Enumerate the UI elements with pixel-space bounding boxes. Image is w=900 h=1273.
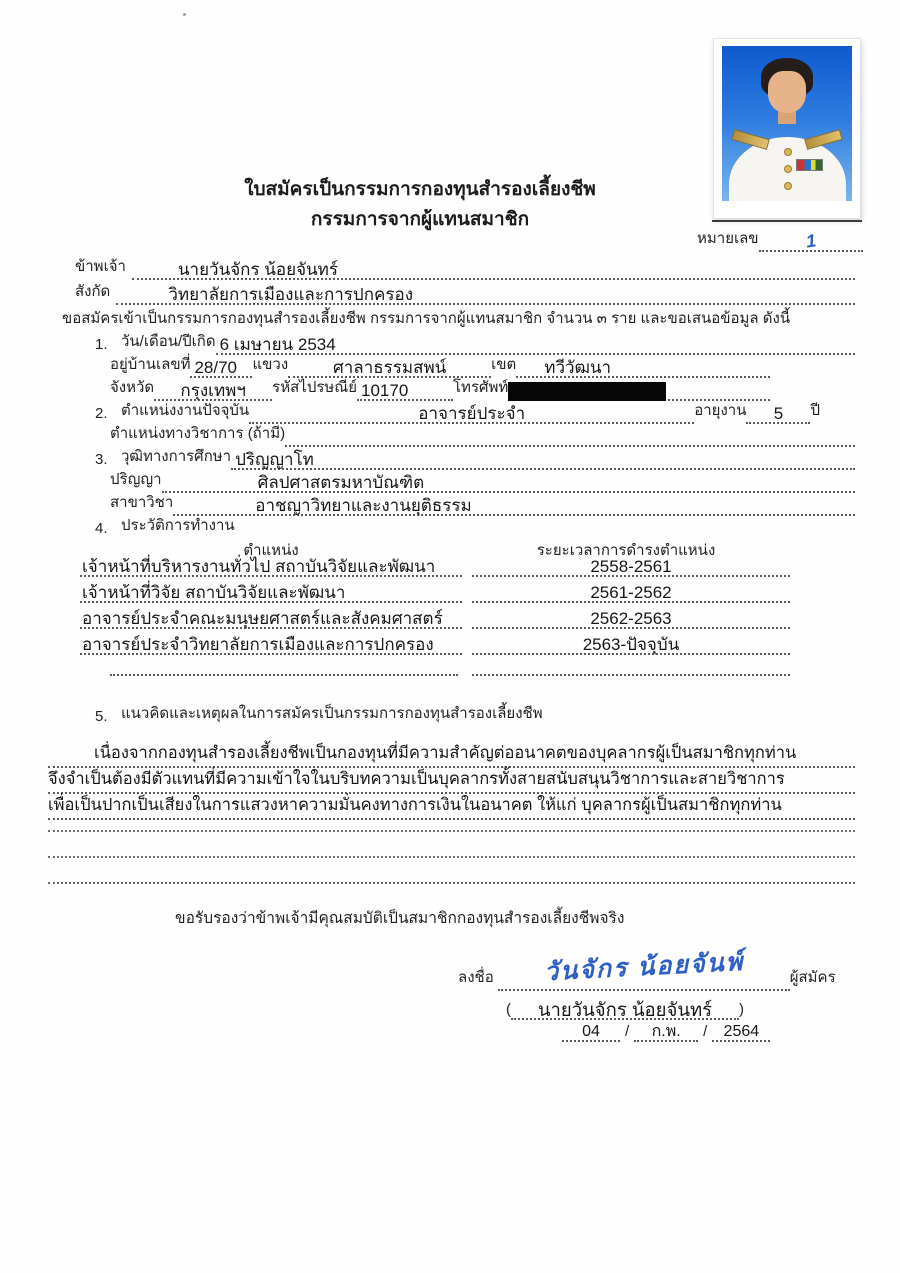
applicant-field	[132, 261, 855, 280]
item4-number: 4.	[95, 520, 108, 537]
date-separator: /	[625, 1023, 630, 1040]
education-label: วุฒิทางการศึกษา	[121, 448, 232, 465]
applicant-row	[75, 254, 855, 280]
applicant-value: นายวันจักร น้อยจันทร์	[177, 260, 339, 280]
signature-name-value: นายวันจักร น้อยจันทร์	[537, 998, 713, 1020]
date-month-field	[634, 1024, 698, 1042]
subdistrict-value: ศาลาธรรมสพน์	[332, 358, 447, 378]
date-separator: /	[703, 1023, 708, 1040]
reason-label: แนวคิดและเหตุผลในการสมัครเป็นกรรมการกองทุนสำรองเลี้ยงชีพ	[121, 705, 543, 722]
work-duration-cell	[472, 558, 790, 577]
item1-number: 1.	[95, 336, 108, 353]
tenure-value: 5	[773, 404, 784, 424]
work-history-row	[80, 558, 790, 577]
applicant-role-label: ผู้สมัคร	[789, 969, 836, 986]
scan-speck	[183, 13, 186, 16]
reason-line-1: เนื่องจากกองทุนสำรองเลี้ยงชีพเป็นกองทุนที่มีความสำคัญต่ออนาคตของบุคลากรผู้เป็นสมาชิกทุกท่าน	[48, 742, 855, 768]
form-number-value: 1	[804, 230, 818, 252]
work-position-value: อาจารย์ประจำคณะมนุษยศาสตร์และสังคมศาสตร์	[82, 609, 443, 628]
item5-number: 5.	[95, 708, 108, 725]
date-year-value: 2564	[723, 1023, 760, 1041]
work-duration-value: 2558-2561	[590, 557, 672, 576]
province-label: จังหวัด	[110, 379, 155, 396]
work-duration-value: 2561-2562	[590, 583, 672, 602]
tenure-unit-label: ปี	[810, 402, 820, 419]
subdistrict-label: แขวง	[252, 356, 289, 373]
signature-field	[498, 947, 790, 991]
degree-value: ศิลปศาสตรมหาบัณฑิต	[257, 473, 425, 493]
work-position-value: เจ้าหน้าที่บริหารงานทั่วไป สถาบันวิจัยและพัฒนา	[82, 557, 436, 576]
person-face	[768, 71, 806, 113]
major-field	[173, 497, 855, 516]
signature-name-row	[506, 992, 744, 1020]
address-no-value: 28/70	[194, 358, 238, 378]
item2-number: 2.	[95, 405, 108, 422]
certification-text: ขอรับรองว่าข้าพเจ้ามีคุณสมบัติเป็นสมาชิกกองทุนสำรองเลี้ยงชีพจริง	[175, 910, 625, 927]
work-duration-cell	[472, 584, 790, 603]
work-position-cell	[80, 558, 462, 577]
form-number-label: หมายเลข	[697, 230, 759, 247]
affiliation-value: วิทยาลัยการเมืองและการปกครอง	[168, 285, 414, 305]
education-value: ปริญญาโท	[235, 450, 314, 470]
position-label: ตำแหน่งงานปัจจุบัน	[121, 402, 250, 419]
column-header-duration: ระยะเวลาการดำรงตำแหน่ง	[536, 542, 716, 559]
blank-dotted-line	[48, 856, 855, 858]
work-duration-value: 2562-2563	[590, 609, 672, 628]
work-history-row	[80, 610, 790, 629]
work-position-cell-empty	[110, 664, 458, 676]
work-history-row	[80, 584, 790, 603]
province-value: กรุงเทพฯ	[180, 381, 246, 401]
paren-close: )	[739, 1001, 744, 1018]
work-duration-cell	[472, 636, 790, 655]
work-position-cell	[80, 610, 462, 629]
date-day-value: 04	[582, 1023, 600, 1041]
date-day-field	[562, 1024, 620, 1042]
signature-date-row	[562, 1018, 770, 1042]
work-position-cell	[80, 636, 462, 655]
work-history-heading	[95, 513, 235, 539]
ribbon-bar	[796, 159, 823, 171]
intro-text: ขอสมัครเข้าเป็นกรรมการกองทุนสำรองเลี้ยงชีพ กรรมการจากผู้แทนสมาชิก จำนวน ๓ ราย และขอเสนอข้อมูล ดังนี้	[62, 310, 791, 327]
form-number-field	[759, 231, 863, 252]
major-value: อาชญาวิทยาและงานยุติธรรม	[255, 496, 472, 516]
tenure-label: อายุงาน	[694, 402, 747, 419]
applicant-label: ข้าพเจ้า	[75, 258, 126, 275]
date-month-value: ก.พ.	[651, 1023, 681, 1041]
signature-row	[458, 947, 836, 991]
signature-handwritten: วันจักร น้อยจันพ์	[542, 947, 745, 987]
affiliation-field	[116, 286, 855, 305]
postcode-label: รหัสไปรษณีย์	[272, 379, 357, 396]
degree-label: ปริญญา	[110, 471, 162, 488]
form-title-line1: ใบสมัครเป็นกรรมการกองทุนสำรองเลี้ยงชีพ	[244, 179, 596, 200]
reason-line-3: เพื่อเป็นปากเป็นเสียงในการแสวงหาความมั่นคงทางการเงินในอนาคต ให้แก่ บุคลากรผู้เป็นสมาชิกทุกท่าน	[48, 794, 855, 820]
postcode-value: 10170	[361, 381, 409, 401]
work-history-row	[80, 636, 790, 655]
item3-number: 3.	[95, 451, 108, 468]
blank-dotted-line	[48, 882, 855, 884]
address-label: อยู่บ้านเลขที่	[110, 356, 191, 373]
signature-name-field	[511, 1000, 739, 1020]
work-position-value: อาจารย์ประจำวิทยาลัยการเมืองและการปกครอง	[82, 635, 434, 654]
phone-label: โทรศัพท์	[453, 379, 509, 396]
work-duration-cell-empty	[472, 664, 790, 676]
affiliation-label: สังกัด	[75, 283, 111, 300]
dob-value: 6 เมษายน 2534	[219, 335, 336, 355]
work-position-value: เจ้าหน้าที่วิจัย สถาบันวิจัยและพัฒนา	[82, 583, 346, 602]
date-year-field	[712, 1024, 770, 1042]
academic-position-label: ตำแหน่งทางวิชาการ (ถ้ามี)	[110, 425, 286, 442]
blank-dotted-line	[48, 830, 855, 832]
position-value: อาจารย์ประจำ	[418, 404, 526, 424]
district-label: เขต	[491, 356, 517, 373]
work-duration-cell	[472, 610, 790, 629]
work-position-cell	[80, 584, 462, 603]
reason-line-2: จึงจำเป็นต้องมีตัวแทนที่มีความเข้าใจในบริบทความเป็นบุคลากรทั้งสายสนับสนุนวิชาการและสายวิชาการ	[48, 768, 855, 794]
work-history-label: ประวัติการทำงาน	[121, 517, 235, 534]
district-value: ทวีวัฒนา	[544, 358, 612, 378]
dob-label: วัน/เดือน/ปีเกิด	[121, 333, 216, 350]
reason-heading	[95, 701, 543, 727]
form-title-line2: กรรมการจากผู้แทนสมาชิก	[310, 209, 530, 230]
work-history-empty-row	[110, 664, 790, 676]
paren-open: (	[506, 1001, 511, 1018]
affiliation-row	[75, 279, 855, 305]
sign-label: ลงชื่อ	[458, 969, 494, 986]
work-duration-value: 2563-ปัจจุบัน	[582, 635, 680, 654]
column-header-position: ตำแหน่ง	[243, 542, 299, 559]
major-label: สาขาวิชา	[110, 494, 174, 511]
